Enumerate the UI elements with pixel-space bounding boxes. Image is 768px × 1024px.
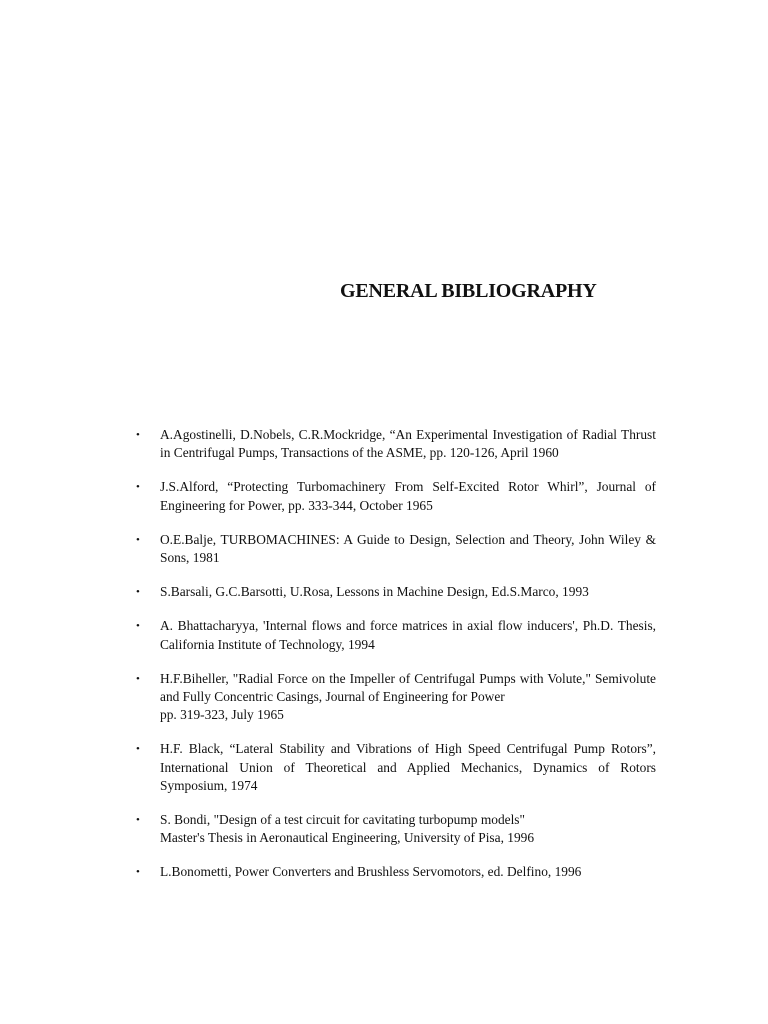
bibliography-entry	[136, 426, 656, 462]
bullet-icon: •	[136, 866, 140, 879]
bullet-icon: •	[136, 533, 140, 546]
bibliography-entry	[136, 863, 656, 881]
entry-text: H.F. Black, “Lateral Stability and Vibrations of High Speed Centrifugal Pump Rotors”, International Union of Theoretical and Applied Mechanics, Dynamics of Rotors Symposium, 1974	[160, 741, 656, 793]
entry-text: A. Bhattacharyya, 'Internal flows and force matrices in axial flow inducers', Ph.D. Thesis, California Institute of Technology, 1994	[160, 618, 656, 652]
entry-text: O.E.Balje, TURBOMACHINES: A Guide to Design, Selection and Theory, John Wiley & Sons, 1981	[160, 531, 656, 566]
bibliography-entry	[136, 531, 656, 567]
entry-text: J.S.Alford, “Protecting Turbomachinery From Self-Excited Rotor Whirl”, Journal of Engineering for Power, pp. 333-344, October 1965	[160, 479, 656, 513]
bullet-icon: •	[136, 481, 140, 494]
entry-text: S.Barsali, G.C.Barsotti, U.Rosa, Lessons in Machine Design, Ed.S.Marco, 1993	[160, 584, 589, 600]
bibliography-list	[136, 426, 656, 898]
entry-text-continued: pp. 319-323, July 1965	[160, 707, 284, 723]
bullet-icon: •	[136, 743, 140, 756]
bullet-icon: •	[136, 672, 140, 685]
entry-text-continued: Master's Thesis in Aeronautical Engineering, University of Pisa, 1996	[160, 830, 535, 846]
bullet-icon: •	[136, 620, 140, 633]
bibliography-entry	[136, 740, 656, 795]
entry-text: S. Bondi, "Design of a test circuit for cavitating turbopump models"	[160, 812, 525, 828]
bibliography-entry	[136, 583, 656, 601]
entry-text: L.Bonometti, Power Converters and Brushless Servomotors, ed. Delfino, 1996	[160, 864, 582, 880]
bibliography-entry	[136, 617, 656, 653]
entry-text: H.F.Biheller, "Radial Force on the Impeller of Centrifugal Pumps with Volute," Semivolute and Fully Concentric Casings, Journal of Engineering for Power	[160, 670, 656, 705]
bibliography-entry	[136, 811, 656, 847]
bibliography-entry	[136, 478, 656, 514]
bullet-icon: •	[136, 429, 140, 441]
bibliography-entry	[136, 670, 656, 725]
page-title: GENERAL BIBLIOGRAPHY	[340, 280, 597, 302]
bullet-icon: •	[136, 586, 140, 599]
entry-text: A.Agostinelli, D.Nobels, C.R.Mockridge, “An Experimental Investigation of Radial Thrust in Centrifugal Pumps, Transactions of the ASME, pp. 120-126, April 1960	[160, 427, 656, 461]
bullet-icon: •	[136, 814, 140, 827]
